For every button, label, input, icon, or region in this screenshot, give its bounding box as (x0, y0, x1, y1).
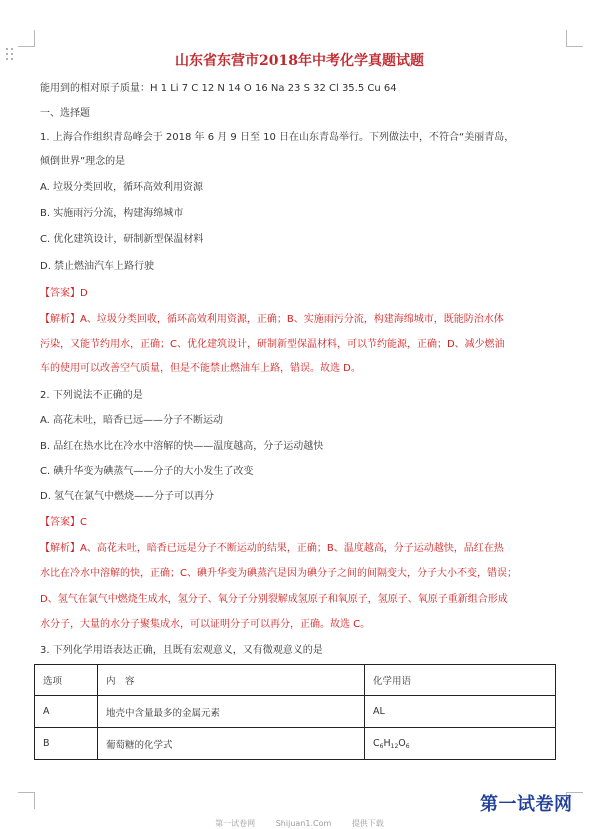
answer-value: C (80, 517, 87, 528)
question-2-analysis-line-2: 水比在冷水中溶解的快，正确；C、碘升华变为碘蒸汽是因为碘分子之间的间隔变大，分子大小不变，错误； (40, 568, 517, 579)
answer-value: D (80, 288, 88, 299)
table-header-content: 内 容 (98, 665, 365, 696)
analysis-tag: 【解析】 (40, 314, 80, 325)
table-cell-option: A (35, 696, 98, 728)
watermark-brand-logo: 第一试卷网 (480, 794, 573, 815)
question-1-analysis-line-2: 污染，又能节约用水，正确；C、优化建筑设计，研制新型保温材料，可以节约能源，正确；D、减少燃油 (40, 339, 505, 350)
footer-item: Shijuan1.Com (275, 819, 332, 828)
table-cell-symbol: AL (365, 696, 556, 728)
question-2-stem: 2. 下列说法不正确的是 (40, 390, 143, 401)
question-1-answer (40, 287, 88, 301)
question-2-option-a: A. 高花未吐，暗香已远——分子不断运动 (40, 415, 224, 426)
table-cell-formula (365, 728, 556, 760)
table-row (35, 728, 556, 760)
document-title: 山东省东营市2018年中考化学真题试题 (175, 53, 424, 69)
question-2-option-d: D. 氢气在氯气中燃烧——分子可以再分 (40, 491, 215, 502)
question-1-option-a: A. 垃圾分类回收，循环高效利用资源 (40, 182, 204, 193)
table-cell-option: B (35, 728, 98, 760)
formula-element: O (398, 737, 406, 749)
atomic-masses-line: 能用到的相对原子质量：H 1 Li 7 C 12 N 14 O 16 Na 23 S 32 Cl 35.5 Cu 64 (40, 83, 397, 94)
analysis-tag: 【解析】 (40, 543, 80, 554)
question-3-stem: 3. 下列化学用语表达正确，且既有宏观意义，又有微观意义的是 (40, 645, 323, 656)
watermark-footer (0, 818, 599, 829)
question-1-analysis-line-3: 车的使用可以改善空气质量，但是不能禁止燃油车上路，错误。故选 D。 (40, 363, 361, 374)
table-row (35, 696, 556, 728)
question-2-option-c: C. 碘升华变为碘蒸气——分子的大小发生了改变 (40, 466, 254, 477)
answer-tag: 【答案】 (40, 517, 80, 528)
question-2-analysis-line-4: 水分子，大量的水分子聚集成水，可以证明分子可以再分，正确。故选 C。 (40, 619, 371, 630)
formula-element: C (373, 737, 380, 749)
table-cell-content: 葡萄糖的化学式 (98, 728, 365, 760)
crop-mark-bottom-left (18, 792, 35, 809)
footer-item: 第一试卷网 (215, 819, 256, 828)
formula-subscript: 6 (405, 742, 410, 750)
answer-tag: 【答案】 (40, 288, 80, 299)
analysis-text: A、垃圾分类回收，循环高效利用资源，正确；B、实施雨污分流，构建海绵城市，既能防治水体 (80, 314, 504, 325)
footer-item: 提供下载 (351, 819, 384, 828)
question-1-analysis-line-1 (40, 313, 504, 327)
crop-mark-top-left (18, 30, 35, 47)
formula-subscript: 12 (390, 742, 399, 750)
question-1-option-d: D. 禁止燃油汽车上路行驶 (40, 261, 155, 272)
analysis-text: A、高花未吐，暗香已远是分子不断运动的结果，正确；B、温度越高，分子运动越快，品红在热 (80, 543, 504, 554)
section-heading: 一、选择题 (40, 108, 90, 119)
table-cell-content: 地壳中含量最多的金属元素 (98, 696, 365, 728)
formula-subscript: 6 (379, 742, 384, 750)
crop-mark-top-right (566, 30, 583, 47)
question-3-table (34, 664, 556, 760)
question-2-option-b: B. 品红在热水比在冷水中溶解的快——温度越高，分子运动越快 (40, 441, 324, 452)
question-1-option-c: C. 优化建筑设计，研制新型保温材料 (40, 234, 204, 245)
table-header-symbol: 化学用语 (365, 665, 556, 696)
formula-element: H (383, 737, 391, 749)
table-header-option: 选项 (35, 665, 98, 696)
question-2-answer (40, 516, 87, 530)
question-2-analysis-line-1 (40, 542, 504, 556)
table-header-row (35, 665, 556, 696)
question-2-analysis-line-3: D、氢气在氯气中燃烧生成水，氢分子、氧分子分别裂解成氢原子和氧原子，氢原子、氧原子重新组合形成 (40, 594, 508, 605)
question-1-stem-line-2: 倾倒世界”理念的是 (40, 156, 126, 167)
question-1-option-b: B. 实施雨污分流，构建海绵城市 (40, 208, 184, 219)
question-1-stem-line-1: 1. 上海合作组织青岛峰会于 2018 年 6 月 9 日至 10 日在山东青岛举行。下列做法中，不符合“美丽青岛， (40, 132, 515, 143)
